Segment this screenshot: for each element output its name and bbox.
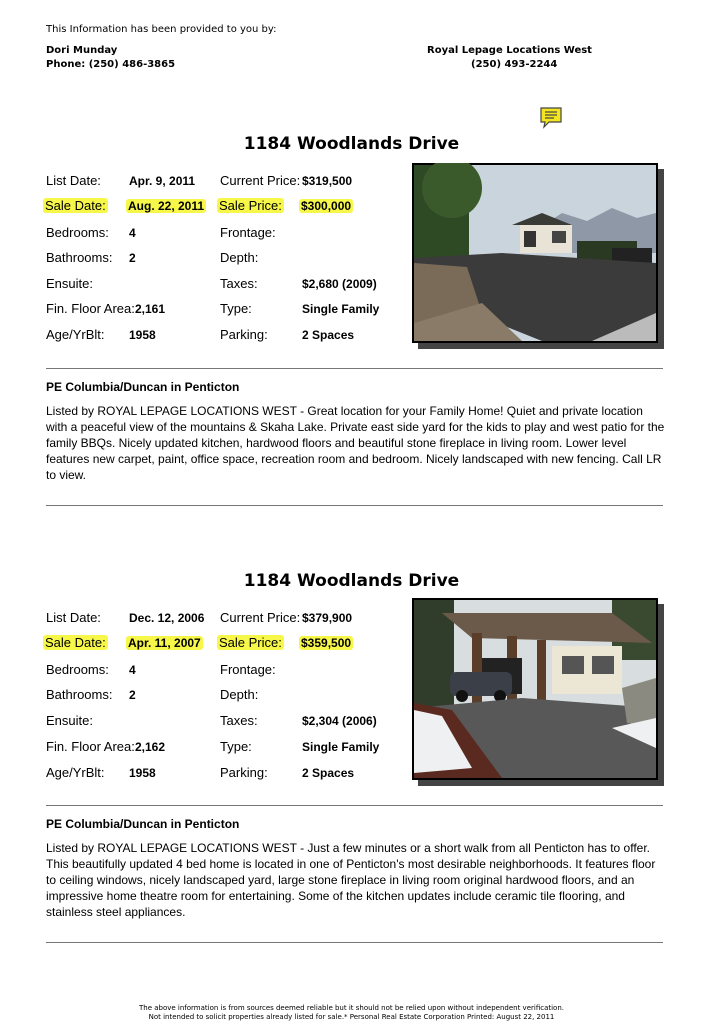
listing-1-title: 1184 Woodlands Drive: [243, 134, 460, 154]
type-label: Type:: [220, 301, 252, 316]
listing-2-title: 1184 Woodlands Drive: [243, 571, 460, 591]
listing-2-area: PE Columbia/Duncan in Penticton: [46, 817, 240, 831]
type-value: Single Family: [302, 740, 380, 754]
current-price-value: $379,900: [302, 611, 353, 625]
divider: [46, 805, 663, 806]
sale-price-value: $300,000: [301, 199, 352, 213]
depth-label: Depth:: [220, 250, 259, 265]
bedrooms-value: 4: [129, 226, 136, 240]
bedrooms-label: Bedrooms:: [46, 225, 109, 240]
list-date-label: List Date:: [46, 610, 101, 625]
agent-phone: Phone: (250) 486-3865: [46, 59, 176, 70]
divider: [46, 942, 663, 943]
bathrooms-value: 2: [129, 251, 136, 265]
fin-floor-area-label: Fin. Floor Area:: [46, 301, 135, 316]
listing-1-area: PE Columbia/Duncan in Penticton: [46, 380, 240, 394]
parking-value: 2 Spaces: [302, 766, 355, 780]
age-yrblt-label: Age/YrBlt:: [46, 327, 105, 342]
current-price-label: Current Price:: [220, 610, 301, 625]
footer-line-1: The above information is from sources deemed reliable but it should not be relied upon without independent verification.: [138, 1004, 565, 1012]
fin-floor-area-value: 2,162: [135, 740, 166, 754]
parking-label: Parking:: [220, 765, 268, 780]
provided-by-text: This Information has been provided to you by:: [46, 24, 277, 35]
listing-1-description: Listed by ROYAL LEPAGE LOCATIONS WEST - Great location for your Family Home! Quiet and private location with a peaceful view of the mountains & Skaha Lake. Private east side yard for the kids to play and west patio for the family BBQs. Nicely updated kitchen, hardwood floors and beautiful stone fireplace in living room. Lower level features new carpet, paint, office space, recreation room and bedroom. Nicely landscaped with new fencing. Call LR to view.: [46, 404, 665, 482]
taxes-value: $2,304 (2006): [302, 714, 377, 728]
frontage-label: Frontage:: [220, 225, 276, 240]
divider: [46, 368, 663, 369]
list-date-label: List Date:: [46, 173, 101, 188]
fin-floor-area-value: 2,161: [135, 302, 166, 316]
listing-2-house-photo: [412, 598, 658, 780]
list-date-value: Apr. 9, 2011: [129, 174, 196, 188]
sale-date-label: Sale Date:: [45, 198, 106, 213]
ensuite-label: Ensuite:: [46, 713, 93, 728]
footer-line-2: Not intended to solicit properties already listed for sale.* Personal Real Estate Corporation Printed: August 22, 2011: [148, 1013, 555, 1021]
age-yrblt-value: 1958: [129, 328, 156, 342]
listing-1-house-photo: [412, 163, 658, 343]
type-label: Type:: [220, 739, 252, 754]
fin-floor-area-label: Fin. Floor Area:: [46, 739, 135, 754]
current-price-value: $319,500: [302, 174, 353, 188]
listing-2-description: Listed by ROYAL LEPAGE LOCATIONS WEST - Just a few minutes or a short walk from all Penticton has to offer. This beautifully updated 4 bed home is located in one of Penticton's most desirable neighborhoods. It features floor to ceiling windows, nicely landscaped yard, large stone fireplace in living room original hardwood floors, and an impressive home theatre room for entertaining. Some of the kitchen updates include ceramic tile flooring, and stainless steel appliances.: [46, 841, 656, 919]
taxes-label: Taxes:: [220, 276, 258, 291]
sale-date-value: Aug. 22, 2011: [128, 199, 205, 213]
age-yrblt-label: Age/YrBlt:: [46, 765, 105, 780]
current-price-label: Current Price:: [220, 173, 301, 188]
divider: [46, 505, 663, 506]
list-date-value: Dec. 12, 2006: [129, 611, 205, 625]
agent-name: Dori Munday: [46, 45, 118, 56]
ensuite-label: Ensuite:: [46, 276, 93, 291]
footer-disclaimer: [0, 1004, 703, 1022]
sale-date-value: Apr. 11, 2007: [128, 636, 201, 650]
depth-label: Depth:: [220, 687, 259, 702]
type-value: Single Family: [302, 302, 380, 316]
comment-note-icon[interactable]: [539, 106, 563, 130]
sale-price-value: $359,500: [301, 636, 352, 650]
age-yrblt-value: 1958: [129, 766, 156, 780]
bedrooms-value: 4: [129, 663, 136, 677]
parking-label: Parking:: [220, 327, 268, 342]
frontage-label: Frontage:: [220, 662, 276, 677]
taxes-label: Taxes:: [220, 713, 258, 728]
parking-value: 2 Spaces: [302, 328, 355, 342]
taxes-value: $2,680 (2009): [302, 277, 377, 291]
brokerage-name: Royal Lepage Locations West: [427, 45, 592, 56]
brokerage-phone: (250) 493-2244: [471, 59, 558, 70]
sale-price-label: Sale Price:: [219, 635, 282, 650]
sale-price-label: Sale Price:: [219, 198, 282, 213]
sale-date-label: Sale Date:: [45, 635, 106, 650]
bathrooms-label: Bathrooms:: [46, 687, 113, 702]
bedrooms-label: Bedrooms:: [46, 662, 109, 677]
bathrooms-value: 2: [129, 688, 136, 702]
bathrooms-label: Bathrooms:: [46, 250, 113, 265]
